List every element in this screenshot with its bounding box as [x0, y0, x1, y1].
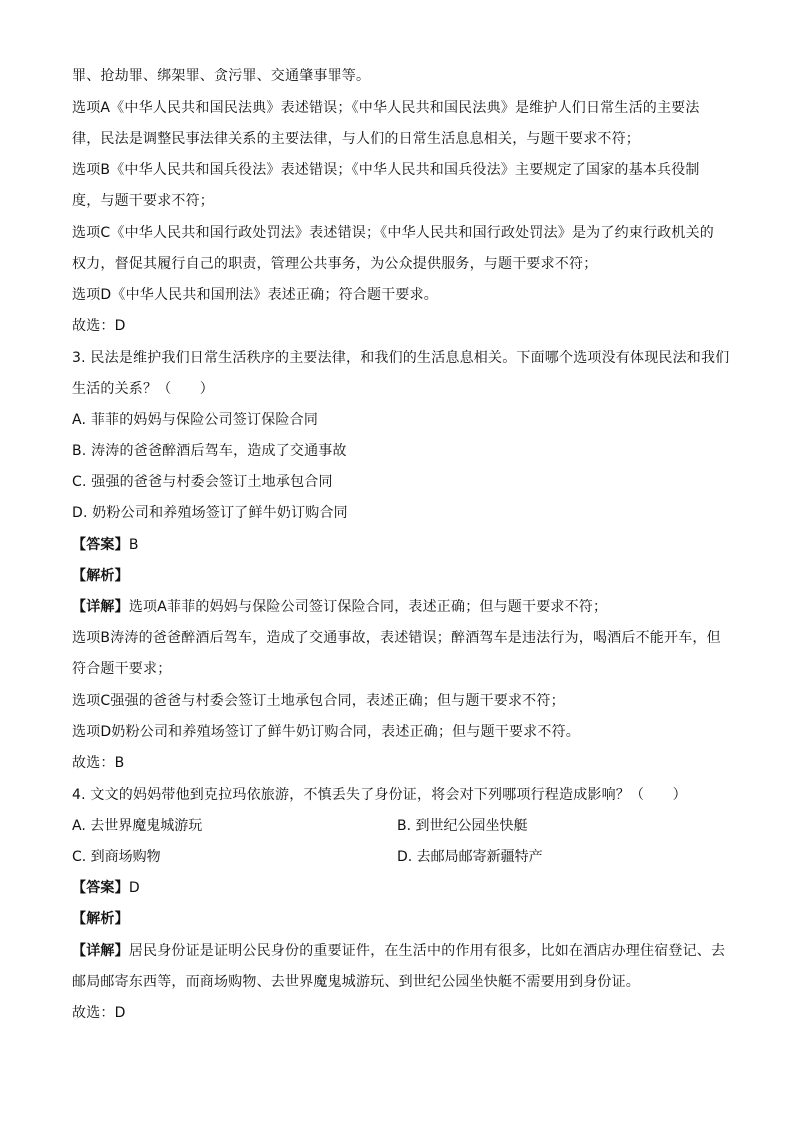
- question-4-detail-1: [72, 941, 725, 961]
- text-line: 度，与题干要求不符；: [72, 193, 214, 209]
- detail-text: 居民身份证是证明公民身份的重要证件，在生活中的作用有很多，比如在酒店办理住宿登记、去: [128, 943, 726, 959]
- question-3-stem-cont: 生活的关系？（ ）: [72, 381, 214, 397]
- question-3-option-a: A. 菲菲的妈妈与保险公司签订保险合同: [72, 412, 319, 428]
- question-3-conclusion: 故选：B: [72, 755, 125, 771]
- question-3-option-c: C. 强强的爸爸与村委会签订土地承包合同: [72, 474, 333, 490]
- question-3-option-d: D. 奶粉公司和养殖场签订了鲜牛奶订购合同: [72, 505, 348, 521]
- question-3-stem: 3. 民法是维护我们日常生活秩序的主要法律，和我们的生活息息相关。下面哪个选项没有体现民法和我们: [72, 350, 730, 366]
- question-4-detail-2: 邮局邮寄东西等，而商场购物、去世界魔鬼城游玩、到世纪公园坐快艇不需要用到身份证。: [72, 974, 640, 990]
- question-3-detail-2: 选项B涛涛的爸爸醉酒后驾车，造成了交通事故，表述错误；醉酒驾车是违法行为，喝酒后不能开车，但: [72, 630, 721, 646]
- question-4-conclusion: 故选：D: [72, 1005, 126, 1021]
- question-4-option-d: D. 去邮局邮寄新疆特产: [397, 849, 543, 865]
- question-3-detail-4: 选项C强强的爸爸与村委会签订土地承包合同，表述正确；但与题干要求不符；: [72, 693, 565, 709]
- answer-value: D: [128, 880, 140, 896]
- text-line: 选项D《中华人民共和国刑法》表述正确；符合题干要求。: [72, 287, 438, 303]
- text-line: 选项B《中华人民共和国兵役法》表述错误；《中华人民共和国兵役法》主要规定了国家的基本兵役制: [72, 162, 700, 178]
- question-3-analysis-tag: 【解析】: [72, 568, 129, 584]
- question-4-option-c: C. 到商场购物: [72, 849, 161, 865]
- answer-value: B: [128, 537, 139, 553]
- question-3-detail-5: 选项D奶粉公司和养殖场签订了鲜牛奶订购合同，表述正确；但与题干要求不符。: [72, 724, 580, 740]
- text-line: 选项C《中华人民共和国行政处罚法》表述错误；《中华人民共和国行政处罚法》是为了约束行政机关的: [72, 225, 714, 241]
- detail-text: 选项A菲菲的妈妈与保险公司签订保险合同，表述正确；但与题干要求不符；: [128, 599, 608, 615]
- question-4-analysis-tag: 【解析】: [72, 911, 129, 927]
- question-4-answer: [72, 878, 140, 898]
- text-line: 罪、抢劫罪、绑架罪、贪污罪、交通肇事罪等。: [72, 68, 371, 84]
- question-3-detail-1: [72, 597, 607, 617]
- question-3-option-b: B. 涛涛的爸爸醉酒后驾车，造成了交通事故: [72, 443, 347, 459]
- answer-tag: 【答案】: [72, 880, 129, 896]
- question-3-detail-3: 符合题干要求；: [72, 661, 172, 677]
- text-line: 选项A《中华人民共和国民法典》表述错误；《中华人民共和国民法典》是维护人们日常生活的主要法: [72, 100, 700, 116]
- question-4-option-a: A. 去世界魔鬼城游玩: [72, 818, 203, 834]
- answer-tag: 【答案】: [72, 537, 129, 553]
- conclusion-line: 故选：D: [72, 318, 126, 334]
- detail-tag: 【详解】: [72, 599, 129, 615]
- question-4-stem: 4. 文文的妈妈带他到克拉玛依旅游，不慎丢失了身份证，将会对下列哪项行程造成影响？（ ）: [72, 787, 687, 803]
- text-line: 权力，督促其履行自己的职责，管理公共事务，为公众提供服务，与题干要求不符；: [72, 256, 598, 272]
- detail-tag: 【详解】: [72, 943, 129, 959]
- question-3-answer: [72, 535, 139, 555]
- text-line: 律，民法是调整民事法律关系的主要法律，与人们的日常生活息息相关，与题干要求不符；: [72, 131, 640, 147]
- question-4-option-b: B. 到世纪公园坐快艇: [397, 818, 528, 834]
